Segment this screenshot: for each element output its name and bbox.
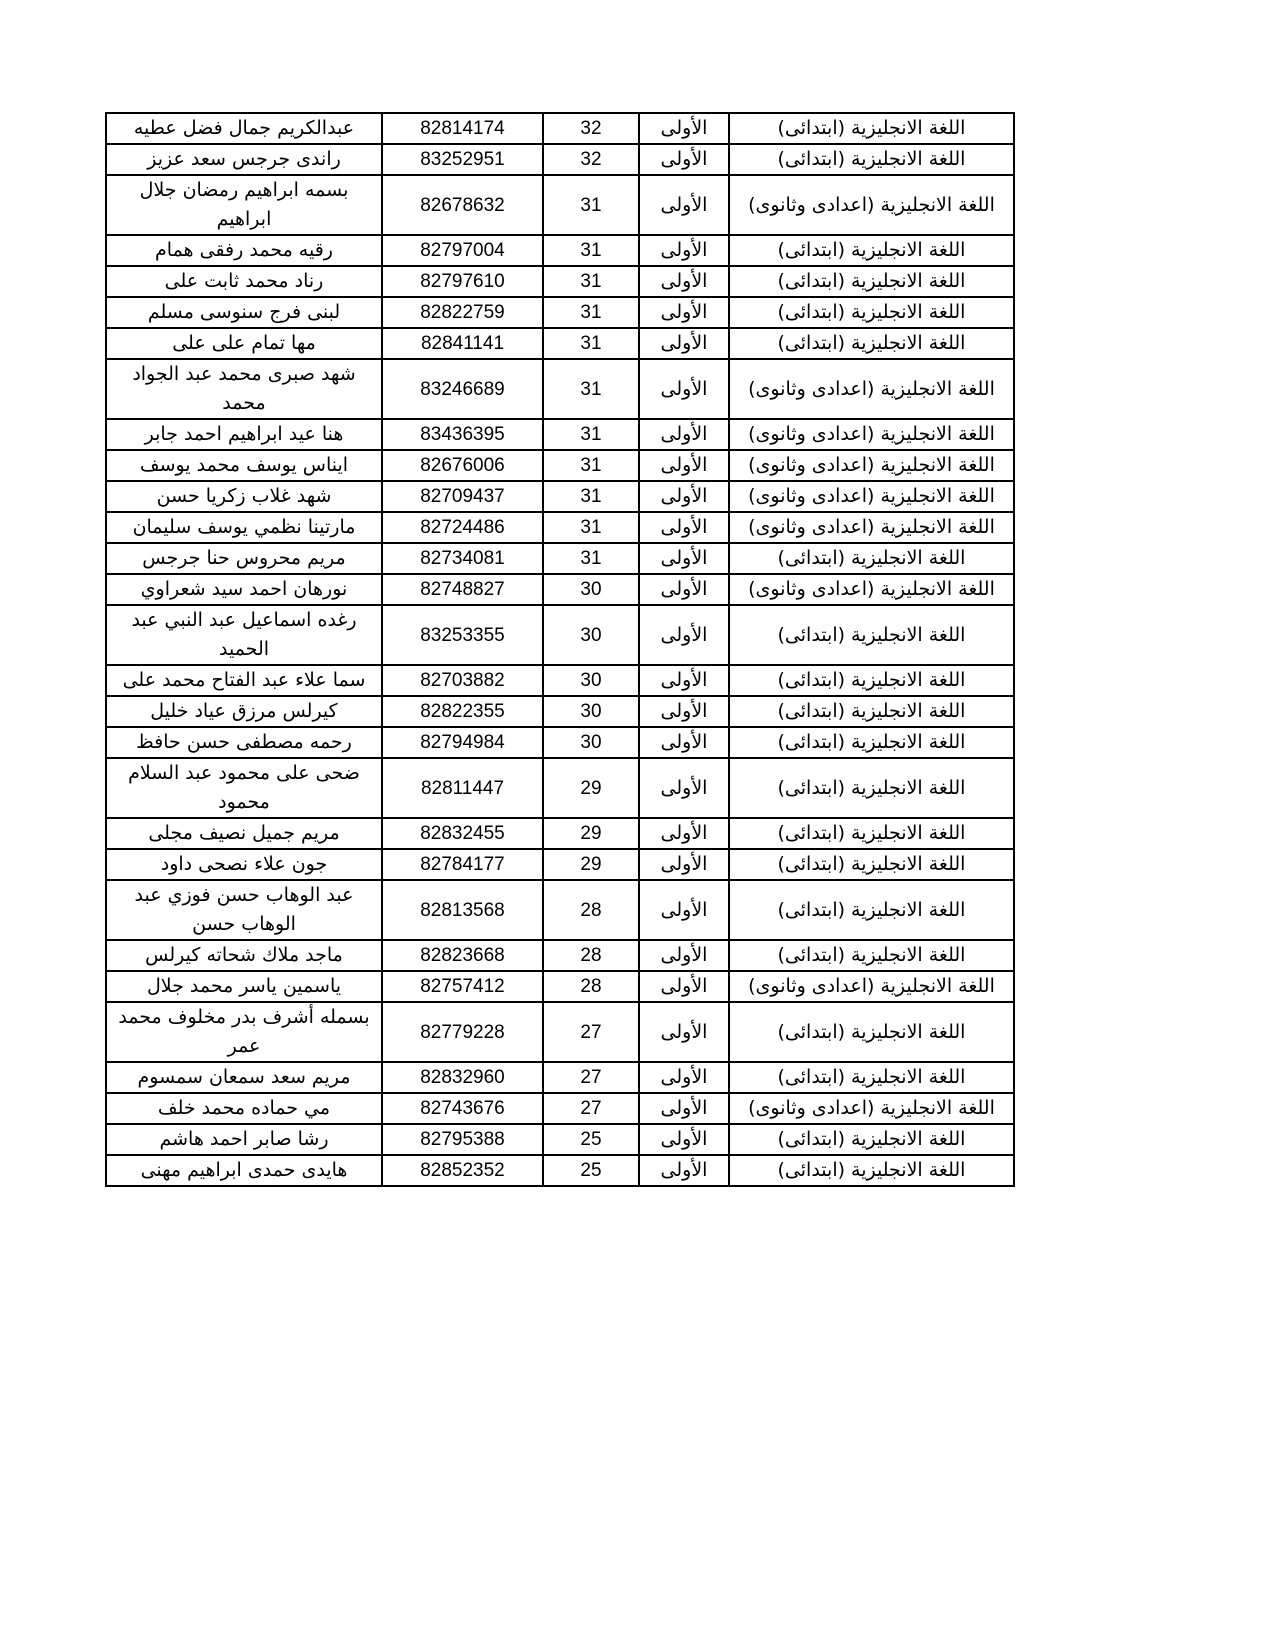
seat-number-cell: 82678632 bbox=[382, 175, 543, 235]
subject-cell: اللغة الانجليزية (ابتدائى) bbox=[729, 727, 1014, 758]
subject-cell: اللغة الانجليزية (اعدادى وثانوى) bbox=[729, 450, 1014, 481]
score-cell: 30 bbox=[543, 696, 639, 727]
name-cell: جون علاء نصحى داود bbox=[106, 849, 382, 880]
subject-cell: اللغة الانجليزية (ابتدائى) bbox=[729, 144, 1014, 175]
score-cell: 31 bbox=[543, 450, 639, 481]
subject-cell: اللغة الانجليزية (اعدادى وثانوى) bbox=[729, 574, 1014, 605]
seat-number-cell: 82724486 bbox=[382, 512, 543, 543]
table-row bbox=[106, 1155, 1014, 1186]
subject-cell: اللغة الانجليزية (اعدادى وثانوى) bbox=[729, 1093, 1014, 1124]
round-cell: الأولى bbox=[639, 849, 729, 880]
table-row bbox=[106, 758, 1014, 818]
score-cell: 30 bbox=[543, 727, 639, 758]
table-row bbox=[106, 175, 1014, 235]
name-cell: لبنى فرج سنوسى مسلم bbox=[106, 297, 382, 328]
round-cell: الأولى bbox=[639, 481, 729, 512]
subject-cell: اللغة الانجليزية (اعدادى وثانوى) bbox=[729, 971, 1014, 1002]
seat-number-cell: 83253355 bbox=[382, 605, 543, 665]
table-row bbox=[106, 297, 1014, 328]
score-cell: 25 bbox=[543, 1124, 639, 1155]
name-cell: مها تمام على على bbox=[106, 328, 382, 359]
seat-number-cell: 82703882 bbox=[382, 665, 543, 696]
round-cell: الأولى bbox=[639, 235, 729, 266]
round-cell: الأولى bbox=[639, 1124, 729, 1155]
round-cell: الأولى bbox=[639, 818, 729, 849]
round-cell: الأولى bbox=[639, 696, 729, 727]
score-cell: 31 bbox=[543, 328, 639, 359]
name-cell: رشا صابر احمد هاشم bbox=[106, 1124, 382, 1155]
subject-cell: اللغة الانجليزية (ابتدائى) bbox=[729, 328, 1014, 359]
subject-cell: اللغة الانجليزية (ابتدائى) bbox=[729, 1155, 1014, 1186]
round-cell: الأولى bbox=[639, 880, 729, 940]
name-cell: شهد غلاب زكريا حسن bbox=[106, 481, 382, 512]
seat-number-cell: 82814174 bbox=[382, 113, 543, 144]
score-cell: 27 bbox=[543, 1062, 639, 1093]
name-cell: راندى جرجس سعد عزيز bbox=[106, 144, 382, 175]
round-cell: الأولى bbox=[639, 266, 729, 297]
table-row bbox=[106, 266, 1014, 297]
round-cell: الأولى bbox=[639, 605, 729, 665]
subject-cell: اللغة الانجليزية (ابتدائى) bbox=[729, 266, 1014, 297]
table-row bbox=[106, 940, 1014, 971]
score-cell: 28 bbox=[543, 880, 639, 940]
subject-cell: اللغة الانجليزية (ابتدائى) bbox=[729, 940, 1014, 971]
table-row bbox=[106, 665, 1014, 696]
name-cell: رغده اسماعيل عبد النبي عبد الحميد bbox=[106, 605, 382, 665]
seat-number-cell: 83252951 bbox=[382, 144, 543, 175]
subject-cell: اللغة الانجليزية (ابتدائى) bbox=[729, 605, 1014, 665]
score-cell: 30 bbox=[543, 605, 639, 665]
round-cell: الأولى bbox=[639, 328, 729, 359]
seat-number-cell: 82797610 bbox=[382, 266, 543, 297]
round-cell: الأولى bbox=[639, 574, 729, 605]
seat-number-cell: 82822355 bbox=[382, 696, 543, 727]
name-cell: رقيه محمد رفقى همام bbox=[106, 235, 382, 266]
name-cell: عبدالكريم جمال فضل عطيه bbox=[106, 113, 382, 144]
table-row bbox=[106, 727, 1014, 758]
seat-number-cell: 82676006 bbox=[382, 450, 543, 481]
table-row bbox=[106, 605, 1014, 665]
subject-cell: اللغة الانجليزية (ابتدائى) bbox=[729, 1002, 1014, 1062]
name-cell: رحمه مصطفى حسن حافظ bbox=[106, 727, 382, 758]
score-cell: 32 bbox=[543, 144, 639, 175]
subject-cell: اللغة الانجليزية (ابتدائى) bbox=[729, 1062, 1014, 1093]
seat-number-cell: 82757412 bbox=[382, 971, 543, 1002]
subject-cell: اللغة الانجليزية (اعدادى وثانوى) bbox=[729, 175, 1014, 235]
name-cell: ماجد ملاك شحاته كيرلس bbox=[106, 940, 382, 971]
score-cell: 25 bbox=[543, 1155, 639, 1186]
score-cell: 31 bbox=[543, 359, 639, 419]
seat-number-cell: 82734081 bbox=[382, 543, 543, 574]
subject-cell: اللغة الانجليزية (ابتدائى) bbox=[729, 113, 1014, 144]
score-cell: 31 bbox=[543, 543, 639, 574]
score-cell: 31 bbox=[543, 175, 639, 235]
subject-cell: اللغة الانجليزية (اعدادى وثانوى) bbox=[729, 359, 1014, 419]
subject-cell: اللغة الانجليزية (ابتدائى) bbox=[729, 297, 1014, 328]
table-row bbox=[106, 512, 1014, 543]
subject-cell: اللغة الانجليزية (ابتدائى) bbox=[729, 1124, 1014, 1155]
score-cell: 31 bbox=[543, 297, 639, 328]
table-row bbox=[106, 849, 1014, 880]
round-cell: الأولى bbox=[639, 1002, 729, 1062]
name-cell: ضحى على محمود عبد السلام محمود bbox=[106, 758, 382, 818]
subject-cell: اللغة الانجليزية (ابتدائى) bbox=[729, 543, 1014, 574]
round-cell: الأولى bbox=[639, 971, 729, 1002]
score-cell: 31 bbox=[543, 266, 639, 297]
subject-cell: اللغة الانجليزية (ابتدائى) bbox=[729, 696, 1014, 727]
round-cell: الأولى bbox=[639, 450, 729, 481]
round-cell: الأولى bbox=[639, 512, 729, 543]
round-cell: الأولى bbox=[639, 727, 729, 758]
table-row bbox=[106, 144, 1014, 175]
subject-cell: اللغة الانجليزية (ابتدائى) bbox=[729, 818, 1014, 849]
table-row bbox=[106, 481, 1014, 512]
name-cell: هايدى حمدى ابراهيم مهنى bbox=[106, 1155, 382, 1186]
seat-number-cell: 82841141 bbox=[382, 328, 543, 359]
seat-number-cell: 82709437 bbox=[382, 481, 543, 512]
seat-number-cell: 83436395 bbox=[382, 419, 543, 450]
round-cell: الأولى bbox=[639, 1093, 729, 1124]
seat-number-cell: 82795388 bbox=[382, 1124, 543, 1155]
table-row bbox=[106, 359, 1014, 419]
table-row bbox=[106, 971, 1014, 1002]
subject-cell: اللغة الانجليزية (ابتدائى) bbox=[729, 235, 1014, 266]
name-cell: عبد الوهاب حسن فوزي عبد الوهاب حسن bbox=[106, 880, 382, 940]
seat-number-cell: 82797004 bbox=[382, 235, 543, 266]
round-cell: الأولى bbox=[639, 175, 729, 235]
seat-number-cell: 82813568 bbox=[382, 880, 543, 940]
round-cell: الأولى bbox=[639, 297, 729, 328]
round-cell: الأولى bbox=[639, 665, 729, 696]
seat-number-cell: 82784177 bbox=[382, 849, 543, 880]
score-cell: 28 bbox=[543, 940, 639, 971]
score-cell: 28 bbox=[543, 971, 639, 1002]
table-row bbox=[106, 1062, 1014, 1093]
score-cell: 31 bbox=[543, 481, 639, 512]
name-cell: ايناس يوسف محمد يوسف bbox=[106, 450, 382, 481]
subject-cell: اللغة الانجليزية (اعدادى وثانوى) bbox=[729, 481, 1014, 512]
seat-number-cell: 82823668 bbox=[382, 940, 543, 971]
score-cell: 31 bbox=[543, 419, 639, 450]
score-cell: 29 bbox=[543, 758, 639, 818]
round-cell: الأولى bbox=[639, 144, 729, 175]
score-cell: 30 bbox=[543, 665, 639, 696]
table-row bbox=[106, 1093, 1014, 1124]
subject-cell: اللغة الانجليزية (ابتدائى) bbox=[729, 665, 1014, 696]
round-cell: الأولى bbox=[639, 419, 729, 450]
round-cell: الأولى bbox=[639, 359, 729, 419]
seat-number-cell: 82811447 bbox=[382, 758, 543, 818]
seat-number-cell: 82822759 bbox=[382, 297, 543, 328]
seat-number-cell: 82748827 bbox=[382, 574, 543, 605]
seat-number-cell: 82779228 bbox=[382, 1002, 543, 1062]
round-cell: الأولى bbox=[639, 940, 729, 971]
name-cell: رناد محمد ثابت على bbox=[106, 266, 382, 297]
name-cell: نورهان احمد سيد شعراوي bbox=[106, 574, 382, 605]
name-cell: بسمه ابراهيم رمضان جلال ابراهيم bbox=[106, 175, 382, 235]
score-cell: 30 bbox=[543, 574, 639, 605]
name-cell: مريم سعد سمعان سمسوم bbox=[106, 1062, 382, 1093]
subject-cell: اللغة الانجليزية (ابتدائى) bbox=[729, 758, 1014, 818]
name-cell: مريم محروس حنا جرجس bbox=[106, 543, 382, 574]
results-table-body bbox=[106, 113, 1014, 1186]
name-cell: كيرلس مرزق عياد خليل bbox=[106, 696, 382, 727]
score-cell: 27 bbox=[543, 1093, 639, 1124]
table-row bbox=[106, 328, 1014, 359]
table-row bbox=[106, 235, 1014, 266]
table-row bbox=[106, 1002, 1014, 1062]
results-table bbox=[105, 112, 1015, 1187]
score-cell: 31 bbox=[543, 235, 639, 266]
table-row bbox=[106, 1124, 1014, 1155]
round-cell: الأولى bbox=[639, 1062, 729, 1093]
subject-cell: اللغة الانجليزية (اعدادى وثانوى) bbox=[729, 419, 1014, 450]
table-row bbox=[106, 419, 1014, 450]
seat-number-cell: 82832960 bbox=[382, 1062, 543, 1093]
name-cell: هنا عيد ابراهيم احمد جابر bbox=[106, 419, 382, 450]
seat-number-cell: 82852352 bbox=[382, 1155, 543, 1186]
subject-cell: اللغة الانجليزية (اعدادى وثانوى) bbox=[729, 512, 1014, 543]
round-cell: الأولى bbox=[639, 113, 729, 144]
round-cell: الأولى bbox=[639, 1155, 729, 1186]
table-row bbox=[106, 543, 1014, 574]
seat-number-cell: 82794984 bbox=[382, 727, 543, 758]
name-cell: مي حماده محمد خلف bbox=[106, 1093, 382, 1124]
name-cell: مارتينا نظمي يوسف سليمان bbox=[106, 512, 382, 543]
table-row bbox=[106, 818, 1014, 849]
score-cell: 31 bbox=[543, 512, 639, 543]
score-cell: 32 bbox=[543, 113, 639, 144]
subject-cell: اللغة الانجليزية (ابتدائى) bbox=[729, 849, 1014, 880]
subject-cell: اللغة الانجليزية (ابتدائى) bbox=[729, 880, 1014, 940]
name-cell: مريم جميل نصيف مجلى bbox=[106, 818, 382, 849]
round-cell: الأولى bbox=[639, 543, 729, 574]
table-row bbox=[106, 880, 1014, 940]
seat-number-cell: 82832455 bbox=[382, 818, 543, 849]
name-cell: بسمله أشرف بدر مخلوف محمد عمر bbox=[106, 1002, 382, 1062]
seat-number-cell: 82743676 bbox=[382, 1093, 543, 1124]
score-cell: 29 bbox=[543, 818, 639, 849]
table-row bbox=[106, 450, 1014, 481]
seat-number-cell: 83246689 bbox=[382, 359, 543, 419]
score-cell: 27 bbox=[543, 1002, 639, 1062]
name-cell: سما علاء عبد الفتاح محمد على bbox=[106, 665, 382, 696]
table-row bbox=[106, 574, 1014, 605]
round-cell: الأولى bbox=[639, 758, 729, 818]
table-row bbox=[106, 696, 1014, 727]
table-row bbox=[106, 113, 1014, 144]
score-cell: 29 bbox=[543, 849, 639, 880]
name-cell: شهد صبرى محمد عبد الجواد محمد bbox=[106, 359, 382, 419]
name-cell: ياسمين ياسر محمد جلال bbox=[106, 971, 382, 1002]
